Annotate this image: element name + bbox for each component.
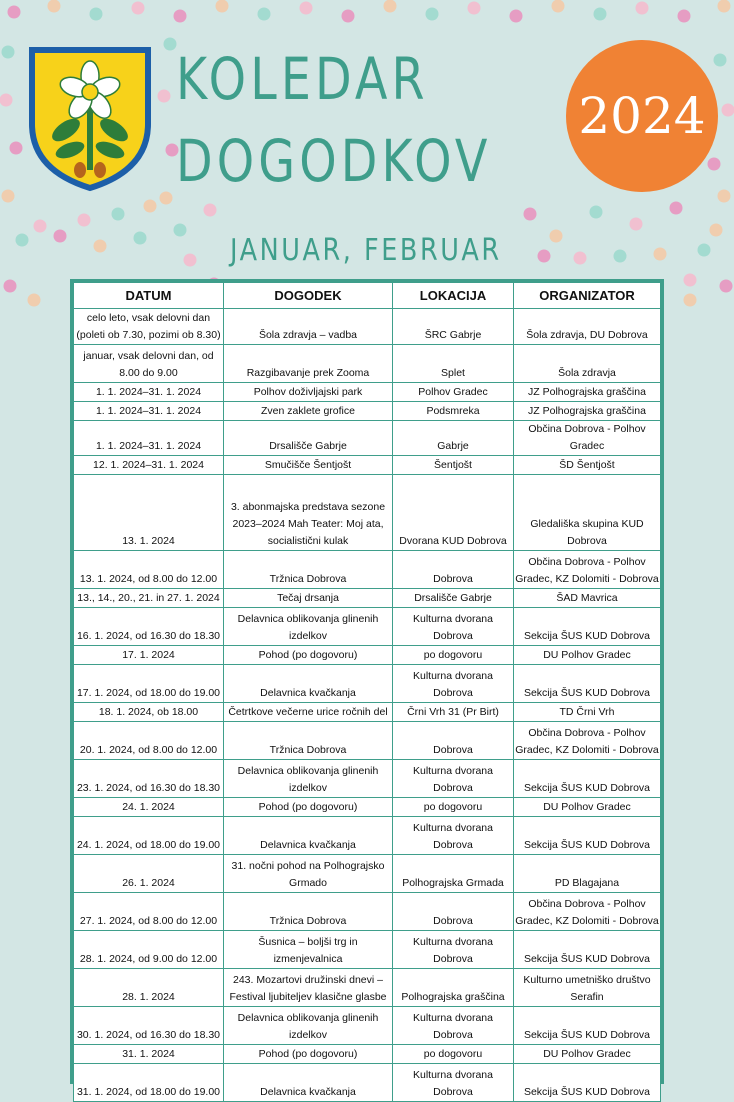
cell-organizator: Sekcija ŠUS KUD Dobrova [514,608,661,646]
column-header-lokacija: LOKACIJA [393,283,514,309]
cell-datum: celo leto, vsak delovni dan (poleti ob 7.30, pozimi ob 8.30) [74,309,224,345]
cell-dogodek: Smučišče Šentjošt [224,456,393,475]
cell-lokacija: Kulturna dvorana Dobrova [393,931,514,969]
cell-dogodek: Pohod (po dogovoru) [224,798,393,817]
cell-dogodek: Šola zdravja – vadba [224,309,393,345]
confetti-dot [94,240,107,253]
confetti-dot [78,214,91,227]
cell-organizator: TD Črni Vrh [514,703,661,722]
cell-datum: 20. 1. 2024, od 8.00 do 12.00 [74,722,224,760]
cell-dogodek: Drsališče Gabrje [224,421,393,456]
column-header-organizator: ORGANIZATOR [514,283,661,309]
table-row [74,475,661,551]
cell-lokacija: Polhograjska graščina [393,969,514,1007]
cell-dogodek: Pohod (po dogovoru) [224,1045,393,1064]
cell-dogodek: Razgibavanje prek Zooma [224,345,393,383]
table-row [74,665,661,703]
cell-lokacija: po dogovoru [393,798,514,817]
confetti-dot [204,204,217,217]
confetti-dot [710,224,723,237]
cell-organizator: Občina Dobrova - Polhov Gradec, KZ Dolomiti - Dobrova [514,551,661,589]
cell-lokacija: Kulturna dvorana Dobrova [393,1064,514,1102]
table-row [74,551,661,589]
cell-dogodek: Šusnica – boljši trg in izmenjevalnica [224,931,393,969]
cell-organizator: Šola zdravja, DU Dobrova [514,309,661,345]
page-title-line1: KOLEDAR [176,50,429,108]
cell-lokacija: Kulturna dvorana Dobrova [393,665,514,703]
confetti-dot [614,250,627,263]
cell-lokacija: Črni Vrh 31 (Pr Birt) [393,703,514,722]
cell-organizator: PD Blagajana [514,855,661,893]
table-row [74,1045,661,1064]
table-row [74,817,661,855]
year-badge [566,40,718,192]
cell-organizator: Sekcija ŠUS KUD Dobrova [514,760,661,798]
cell-organizator: DU Polhov Gradec [514,798,661,817]
cell-organizator: DU Polhov Gradec [514,1045,661,1064]
cell-datum: 24. 1. 2024 [74,798,224,817]
cell-organizator: Sekcija ŠUS KUD Dobrova [514,1064,661,1102]
cell-datum: 1. 1. 2024–31. 1. 2024 [74,421,224,456]
cell-datum: januar, vsak delovni dan, od 8.00 do 9.00 [74,345,224,383]
confetti-dot [550,230,563,243]
cell-datum: 1. 1. 2024–31. 1. 2024 [74,383,224,402]
confetti-dot [216,0,229,13]
cell-organizator: Občina Dobrova - Polhov Gradec [514,421,661,456]
confetti-dot [426,8,439,21]
cell-organizator: Šola zdravja [514,345,661,383]
table-row [74,383,661,402]
confetti-dot [510,10,523,23]
confetti-dot [636,2,649,15]
confetti-dot [684,274,697,287]
cell-lokacija: Dvorana KUD Dobrova [393,475,514,551]
table-row [74,855,661,893]
cell-dogodek: 243. Mozartovi družinski dnevi – Festival ljubiteljev klasične glasbe [224,969,393,1007]
cell-lokacija: Dobrova [393,893,514,931]
cell-organizator: Občina Dobrova - Polhov Gradec, KZ Dolomiti - Dobrova [514,722,661,760]
table-row [74,1064,661,1102]
confetti-dot [718,0,731,13]
cell-datum: 13. 1. 2024 [74,475,224,551]
cell-lokacija: Kulturna dvorana Dobrova [393,817,514,855]
table-row [74,798,661,817]
cell-lokacija: Podsmreka [393,402,514,421]
cell-datum: 12. 1. 2024–31. 1. 2024 [74,456,224,475]
confetti-dot [2,190,15,203]
cell-organizator: Občina Dobrova - Polhov Gradec, KZ Dolomiti - Dobrova [514,893,661,931]
cell-datum: 24. 1. 2024, od 18.00 do 19.00 [74,817,224,855]
cell-dogodek: Tržnica Dobrova [224,722,393,760]
cell-lokacija: Dobrova [393,722,514,760]
cell-lokacija: Polhograjska Grmada [393,855,514,893]
cell-lokacija: Kulturna dvorana Dobrova [393,608,514,646]
cell-dogodek: Delavnica kvačkanja [224,817,393,855]
confetti-dot [258,8,271,21]
cell-organizator: Sekcija ŠUS KUD Dobrova [514,817,661,855]
cell-organizator: Sekcija ŠUS KUD Dobrova [514,665,661,703]
confetti-dot [300,2,313,15]
confetti-dot [158,90,171,103]
table-row [74,646,661,665]
confetti-dot [698,244,711,257]
cell-dogodek: Delavnica oblikovanja glinenih izdelkov [224,760,393,798]
confetti-dot [34,220,47,233]
table-row [74,402,661,421]
confetti-dot [48,0,61,13]
confetti-dot [2,46,15,59]
cell-lokacija: ŠRC Gabrje [393,309,514,345]
confetti-dot [678,10,691,23]
table-row [74,309,661,345]
cell-datum: 28. 1. 2024 [74,969,224,1007]
municipal-crest-icon [28,46,152,192]
table-row [74,931,661,969]
cell-dogodek: Tečaj drsanja [224,589,393,608]
confetti-dot [552,0,565,13]
cell-datum: 18. 1. 2024, ob 18.00 [74,703,224,722]
confetti-dot [654,248,667,261]
cell-dogodek: Pohod (po dogovoru) [224,646,393,665]
cell-datum: 31. 1. 2024, od 18.00 do 19.00 [74,1064,224,1102]
confetti-dot [720,280,733,293]
cell-datum: 28. 1. 2024, od 9.00 do 12.00 [74,931,224,969]
cell-datum: 17. 1. 2024 [74,646,224,665]
cell-organizator: Sekcija ŠUS KUD Dobrova [514,1007,661,1045]
cell-dogodek: Delavnica kvačkanja [224,1064,393,1102]
table-row [74,893,661,931]
cell-datum: 13. 1. 2024, od 8.00 do 12.00 [74,551,224,589]
confetti-dot [718,190,731,203]
table-row [74,1007,661,1045]
cell-datum: 17. 1. 2024, od 18.00 do 19.00 [74,665,224,703]
cell-organizator: JZ Polhograjska graščina [514,402,661,421]
confetti-dot [670,202,683,215]
confetti-dot [722,104,734,117]
confetti-dot [574,252,587,265]
cell-datum: 27. 1. 2024, od 8.00 do 12.00 [74,893,224,931]
confetti-dot [144,200,157,213]
cell-datum: 16. 1. 2024, od 16.30 do 18.30 [74,608,224,646]
year-label: 2024 [578,87,705,145]
column-header-datum: DATUM [74,283,224,309]
confetti-dot [342,10,355,23]
cell-lokacija: Šentjošt [393,456,514,475]
cell-organizator: Sekcija ŠUS KUD Dobrova [514,931,661,969]
cell-lokacija: Polhov Gradec [393,383,514,402]
cell-lokacija: Kulturna dvorana Dobrova [393,1007,514,1045]
confetti-dot [468,2,481,15]
cell-dogodek: Delavnica oblikovanja glinenih izdelkov [224,608,393,646]
confetti-dot [132,2,145,15]
confetti-dot [8,6,21,19]
cell-lokacija: Gabrje [393,421,514,456]
confetti-dot [538,250,551,263]
table-row [74,421,661,456]
cell-datum: 26. 1. 2024 [74,855,224,893]
confetti-dot [160,192,173,205]
confetti-dot [174,224,187,237]
table-row [74,589,661,608]
cell-dogodek: Polhov doživljajski park [224,383,393,402]
cell-dogodek: 3. abonmajska predstava sezone 2023–2024 Mah Teater: Moj ata, socialistični kulak [224,475,393,551]
cell-organizator: Kulturno umetniško društvo Serafin [514,969,661,1007]
cell-lokacija: Kulturna dvorana Dobrova [393,760,514,798]
page-title-line2: DOGODKOV [176,132,491,190]
cell-datum: 13., 14., 20., 21. in 27. 1. 2024 [74,589,224,608]
cell-dogodek: Tržnica Dobrova [224,551,393,589]
confetti-dot [112,208,125,221]
cell-datum: 1. 1. 2024–31. 1. 2024 [74,402,224,421]
confetti-dot [594,8,607,21]
cell-organizator: ŠD Šentjošt [514,456,661,475]
cell-datum: 31. 1. 2024 [74,1045,224,1064]
cell-dogodek: 31. nočni pohod na Polhograjsko Grmado [224,855,393,893]
confetti-dot [174,10,187,23]
confetti-dot [714,54,727,67]
cell-lokacija: Splet [393,345,514,383]
cell-lokacija: Drsališče Gabrje [393,589,514,608]
confetti-dot [4,280,17,293]
cell-dogodek: Tržnica Dobrova [224,893,393,931]
events-table [70,279,664,1084]
cell-datum: 30. 1. 2024, od 16.30 do 18.30 [74,1007,224,1045]
cell-dogodek: Delavnica oblikovanja glinenih izdelkov [224,1007,393,1045]
cell-organizator: ŠAD Mavrica [514,589,661,608]
table-row [74,969,661,1007]
confetti-dot [164,38,177,51]
confetti-dot [590,206,603,219]
confetti-dot [630,218,643,231]
cell-dogodek: Delavnica kvačkanja [224,665,393,703]
confetti-dot [90,8,103,21]
cell-lokacija: Dobrova [393,551,514,589]
column-header-dogodek: DOGODEK [224,283,393,309]
months-subtitle: JANUAR, FEBRUAR [230,233,502,268]
table-header-row [74,283,661,309]
table-row [74,456,661,475]
confetti-dot [0,94,13,107]
confetti-dot [54,230,67,243]
confetti-dot [10,142,23,155]
table-row [74,608,661,646]
cell-lokacija: po dogovoru [393,1045,514,1064]
table-row [74,345,661,383]
table-row [74,703,661,722]
confetti-dot [684,294,697,307]
table-row [74,760,661,798]
confetti-dot [524,208,537,221]
table-row [74,722,661,760]
confetti-dot [384,0,397,13]
cell-dogodek: Zven zaklete grofice [224,402,393,421]
confetti-dot [134,232,147,245]
cell-lokacija: po dogovoru [393,646,514,665]
confetti-dot [708,158,721,171]
cell-dogodek: Četrtkove večerne urice ročnih del [224,703,393,722]
cell-organizator: DU Polhov Gradec [514,646,661,665]
cell-organizator: JZ Polhograjska graščina [514,383,661,402]
confetti-dot [16,234,29,247]
cell-datum: 23. 1. 2024, od 16.30 do 18.30 [74,760,224,798]
cell-organizator: Gledališka skupina KUD Dobrova [514,475,661,551]
confetti-dot [184,254,197,267]
confetti-dot [28,294,41,307]
